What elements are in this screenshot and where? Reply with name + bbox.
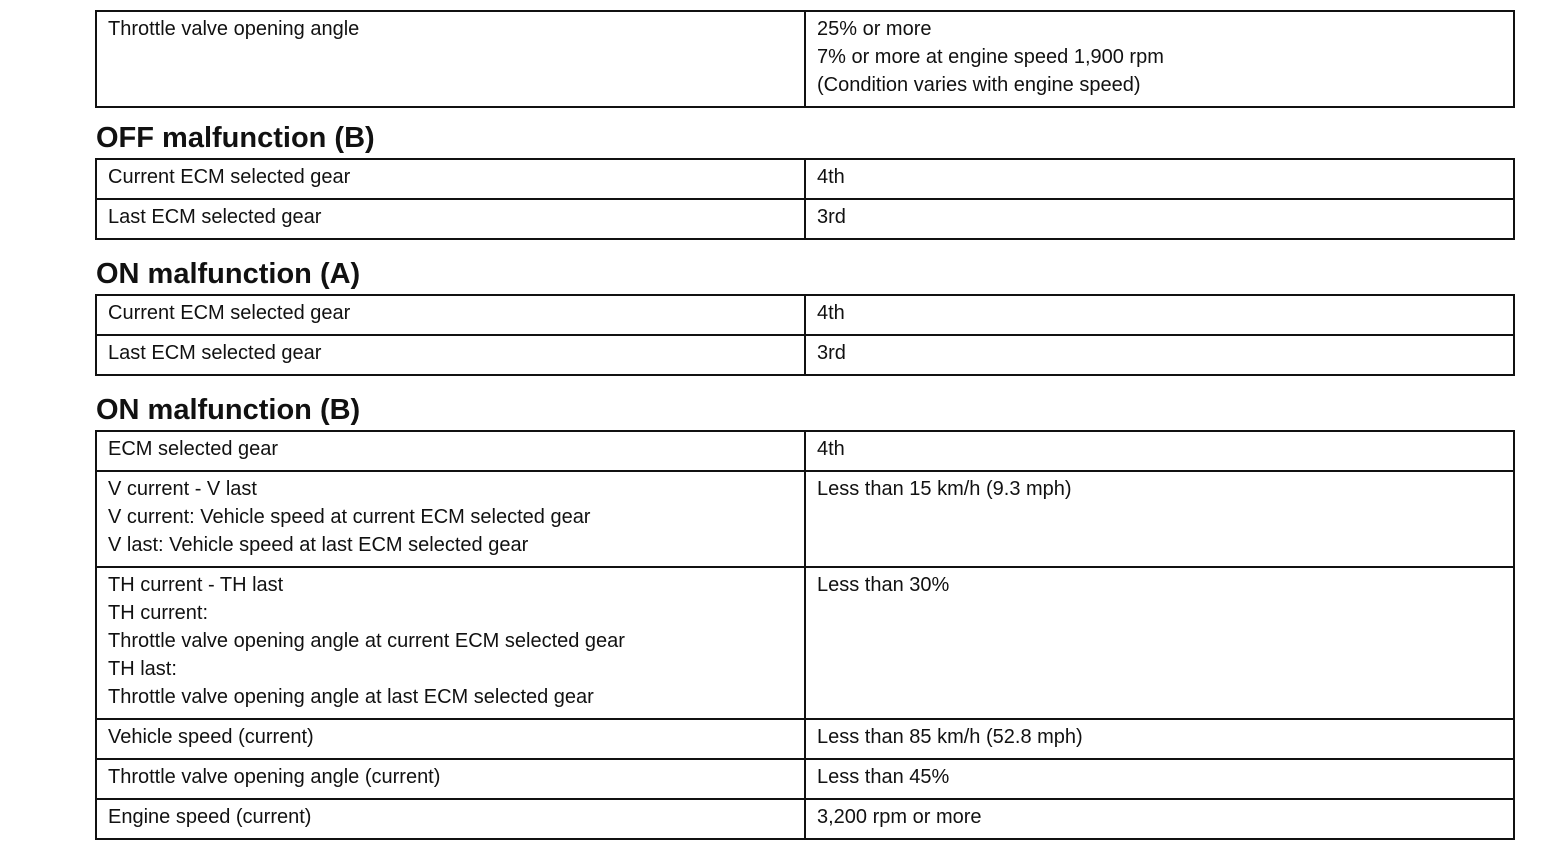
- item-text: Current ECM selected gear: [108, 166, 351, 188]
- value-text: 25% or more: [817, 18, 932, 40]
- top-condition-table-block: [95, 10, 1513, 108]
- item-text: ECM selected gear: [108, 438, 279, 460]
- top-condition-table: [95, 10, 1515, 108]
- item-cell: [96, 719, 805, 759]
- item-text: Throttle valve opening angle at current ECM selected gear: [108, 630, 625, 652]
- item-text: Engine speed (current): [108, 806, 312, 828]
- on-malfunction-b-table-block: [95, 430, 1513, 840]
- item-text: Current ECM selected gear: [108, 302, 351, 324]
- value-cell: [805, 719, 1514, 759]
- item-text: V current: Vehicle speed at current ECM selected gear: [108, 506, 591, 528]
- table-row: [96, 335, 1514, 375]
- item-text: Last ECM selected gear: [108, 342, 322, 364]
- item-cell: [96, 199, 805, 239]
- table-row: [96, 199, 1514, 239]
- item-text: Vehicle speed (current): [108, 726, 314, 748]
- value-text: 3rd: [817, 342, 846, 364]
- item-text: Last ECM selected gear: [108, 206, 322, 228]
- value-text: 4th: [817, 166, 845, 188]
- value-text: Less than 45%: [817, 766, 950, 788]
- value-text: 4th: [817, 302, 845, 324]
- value-text: 3,200 rpm or more: [817, 806, 982, 828]
- item-text: Throttle valve opening angle: [108, 18, 360, 40]
- value-cell: [805, 431, 1514, 471]
- table-row: [96, 567, 1514, 719]
- item-cell: [96, 295, 805, 335]
- item-cell: [96, 159, 805, 199]
- value-cell: [805, 335, 1514, 375]
- item-text: Throttle valve opening angle at last ECM selected gear: [108, 686, 594, 708]
- value-text: Less than 30%: [817, 574, 950, 596]
- off-malfunction-b-table-block: [95, 158, 1513, 240]
- on-malfunction-b-table: [95, 430, 1515, 840]
- item-text: TH current:: [108, 602, 209, 624]
- on-malfunction-a-table: [95, 294, 1515, 376]
- value-cell: [805, 159, 1514, 199]
- section-heading-on-malfunction-a: ON malfunction (A): [96, 258, 361, 290]
- item-cell: [96, 335, 805, 375]
- table-row: [96, 759, 1514, 799]
- table-row: [96, 295, 1514, 335]
- value-cell: [805, 567, 1514, 719]
- value-text: 4th: [817, 438, 845, 460]
- value-cell: [805, 799, 1514, 839]
- section-heading-off-malfunction-b: OFF malfunction (B): [96, 122, 375, 154]
- item-cell: [96, 567, 805, 719]
- item-cell: [96, 759, 805, 799]
- value-text: Less than 15 km/h (9.3 mph): [817, 478, 1072, 500]
- table-row: [96, 159, 1514, 199]
- item-cell: [96, 471, 805, 567]
- value-cell: [805, 759, 1514, 799]
- value-cell: [805, 199, 1514, 239]
- item-cell: [96, 11, 805, 107]
- item-text: V current - V last: [108, 478, 257, 500]
- table-row: [96, 431, 1514, 471]
- value-text: Less than 85 km/h (52.8 mph): [817, 726, 1083, 748]
- table-row: [96, 719, 1514, 759]
- value-cell: [805, 11, 1514, 107]
- table-row: [96, 799, 1514, 839]
- section-heading-on-malfunction-b: ON malfunction (B): [96, 394, 361, 426]
- value-text: 3rd: [817, 206, 846, 228]
- item-cell: [96, 799, 805, 839]
- item-cell: [96, 431, 805, 471]
- off-malfunction-b-table: [95, 158, 1515, 240]
- value-text: 7% or more at engine speed 1,900 rpm: [817, 46, 1164, 68]
- table-row: [96, 11, 1514, 107]
- value-cell: [805, 471, 1514, 567]
- table-row: [96, 471, 1514, 567]
- item-text: Throttle valve opening angle (current): [108, 766, 441, 788]
- item-text: TH current - TH last: [108, 574, 284, 596]
- value-cell: [805, 295, 1514, 335]
- value-text: (Condition varies with engine speed): [817, 74, 1141, 96]
- on-malfunction-a-table-block: [95, 294, 1513, 376]
- item-text: V last: Vehicle speed at last ECM selected gear: [108, 534, 529, 556]
- item-text: TH last:: [108, 658, 177, 680]
